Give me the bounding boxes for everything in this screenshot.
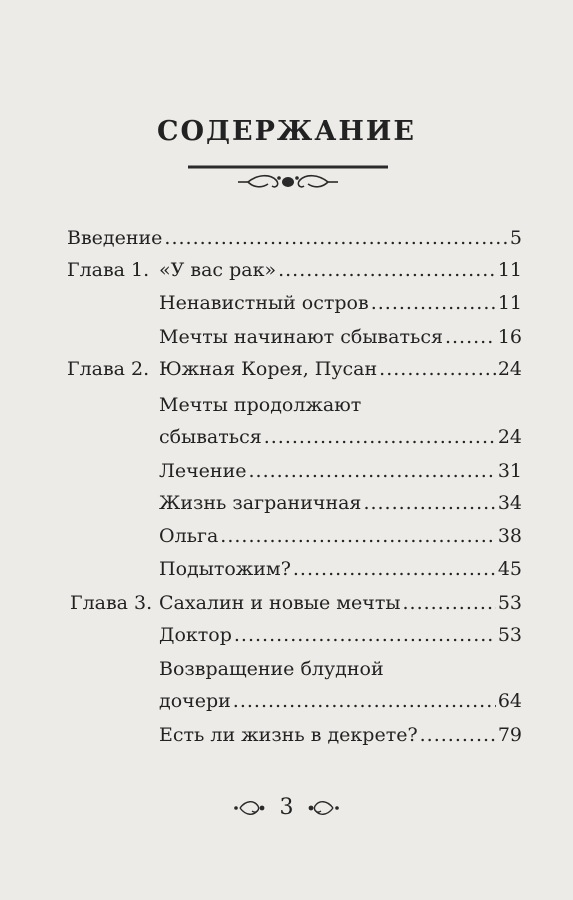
toc-leader-dots <box>164 226 507 250</box>
toc-entry-page: 16 <box>497 326 522 348</box>
toc-leader-dots <box>233 689 496 713</box>
toc-chapter-label: Глава 1. <box>67 259 150 281</box>
toc-entry-page: 11 <box>497 259 522 281</box>
toc-entry-title: Ненавистный остров <box>159 292 369 314</box>
toc-leader-dots <box>293 557 496 581</box>
toc-chapter-label: Глава 3. <box>70 592 153 614</box>
toc-entry-title: Доктор <box>159 624 232 646</box>
toc-entry[interactable] <box>67 357 522 381</box>
page-number: 3 <box>279 795 294 820</box>
toc-entry-title: сбываться <box>159 426 262 448</box>
toc-entry-title: Жизнь заграничная <box>159 492 362 514</box>
toc-leader-dots <box>379 357 496 381</box>
toc-entry[interactable] <box>159 623 522 647</box>
toc-entry-title: Лечение <box>159 460 247 482</box>
toc-entry-page: 53 <box>497 624 522 646</box>
toc-entry-title: Южная Корея, Пусан <box>159 358 378 380</box>
toc-entry-title: Ольга <box>159 525 219 547</box>
toc-entry-title: Подытожим? <box>159 558 291 580</box>
toc-leader-dots <box>420 723 496 747</box>
toc-entry-introduction[interactable] <box>67 226 522 250</box>
toc-entry-page: 38 <box>497 525 522 547</box>
toc-entry[interactable] <box>159 425 522 449</box>
toc-leader-dots <box>278 258 496 282</box>
toc-entry[interactable] <box>159 459 522 483</box>
toc-entry[interactable] <box>159 524 522 548</box>
toc-entry[interactable] <box>159 689 522 713</box>
toc-leader-dots <box>363 491 495 515</box>
toc-leader-dots <box>248 459 495 483</box>
toc-entry-page: 31 <box>497 460 522 482</box>
toc-entry-page: 5 <box>509 227 522 249</box>
toc-leader-dots <box>402 591 495 615</box>
toc-entry[interactable] <box>159 557 522 581</box>
toc-entry-title: дочери <box>159 690 231 712</box>
toc-entry-continued[interactable] <box>159 657 522 681</box>
toc-leader-dots <box>371 291 496 315</box>
toc-leader-dots <box>220 524 496 548</box>
toc-entry-page: 45 <box>497 558 522 580</box>
toc-entry-page: 11 <box>497 292 522 314</box>
toc-leader-dots <box>264 425 496 449</box>
page-title: СОДЕРЖАНИЕ <box>157 116 416 147</box>
toc-entry[interactable] <box>67 258 522 282</box>
toc-entry-page: 24 <box>497 358 522 380</box>
toc-entry-page: 34 <box>497 492 522 514</box>
toc-leader-dots <box>445 325 496 349</box>
toc-entry[interactable] <box>159 723 522 747</box>
toc-entry-page: 64 <box>497 690 522 712</box>
toc-chapter-label: Глава 2. <box>67 358 150 380</box>
toc-entry-title: Мечты начинают сбываться <box>159 326 443 348</box>
toc-leader-dots <box>234 623 496 647</box>
toc-entry-page: 79 <box>497 724 522 746</box>
toc-entry-title: Возвращение блудной <box>159 658 384 680</box>
toc-entry-title: «У вас рак» <box>159 259 277 281</box>
toc-entry[interactable] <box>159 491 522 515</box>
toc-entry-page: 53 <box>497 592 522 614</box>
toc-entry[interactable] <box>159 325 522 349</box>
toc-entry-title: Введение <box>67 227 163 249</box>
toc-entry-page: 24 <box>497 426 522 448</box>
toc-entry[interactable] <box>159 291 522 315</box>
toc-entry[interactable] <box>70 591 522 615</box>
toc-entry-title: Мечты продолжают <box>159 394 362 416</box>
toc-entry-title: Есть ли жизнь в декрете? <box>159 724 418 746</box>
toc-entry-continued[interactable] <box>159 393 522 417</box>
toc-entry-title: Сахалин и новые мечты <box>159 592 401 614</box>
